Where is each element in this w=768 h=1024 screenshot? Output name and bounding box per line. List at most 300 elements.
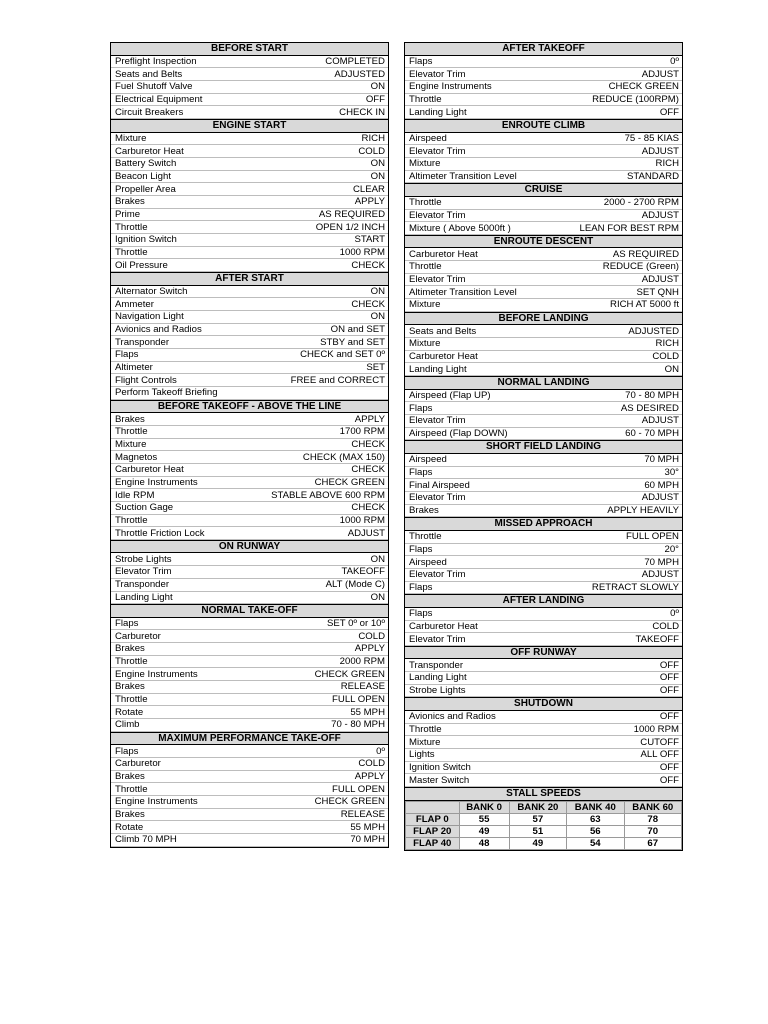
checklist-item-label: Avionics and Radios [115,323,202,335]
checklist-item-value: CHECK GREEN [314,796,385,808]
checklist-row [111,451,388,464]
checklist-item-value: SET QNH [636,286,679,298]
checklist-item-label: Brakes [115,809,145,821]
section-header-before-start: BEFORE START [111,42,388,56]
section-header-short-field-landing: SHORT FIELD LANDING [405,440,682,454]
stall-speeds-table [405,801,682,850]
checklist-item-value: 2000 RPM [339,656,385,668]
checklist-item-value: COLD [358,758,385,770]
checklist-row [405,299,682,312]
row-header: FLAP 40 [406,837,460,849]
checklist-row [111,439,388,452]
checklist-item-value: ON [370,81,385,93]
checklist-item-label: Brakes [115,643,145,655]
checklist-row [405,145,682,158]
checklist-item-value: APPLY HEAVILY [607,504,679,516]
checklist-item-value: 0º [376,745,385,757]
checklist-item-value: ADJUST [641,415,679,427]
checklist-row [405,659,682,672]
checklist-item-label: Airspeed [409,132,447,144]
checklist-item-value: 70 MPH [644,556,679,568]
checklist-row [111,196,388,209]
checklist-item-label: Electrical Equipment [115,93,203,105]
checklist-item-label: Throttle [115,694,148,706]
checklist-item-value: CHECK GREEN [608,81,679,93]
checklist-item-label: Magnetos [115,451,158,463]
checklist-row [405,222,682,235]
checklist-item-value: ADJUSTED [334,68,385,80]
checklist-item-value: OPEN 1/2 INCH [315,221,385,233]
checklist-item-value: OFF [659,774,679,786]
checklist-row [111,656,388,669]
checklist-row [111,68,388,81]
checklist-row [111,681,388,694]
checklist-item-value: ADJUST [641,569,679,581]
checklist-item-value: FREE and CORRECT [290,374,385,386]
checklist-row [405,286,682,299]
checklist-item-value: 70 MPH [644,454,679,466]
checklist-item-label: Alternator Switch [115,285,188,297]
checklist-item-value: ADJUST [641,274,679,286]
checklist-row [111,553,388,566]
checklist-row [405,672,682,685]
checklist-row [405,351,682,364]
table-cell: 63 [567,813,624,825]
checklist-row [111,259,388,272]
right-checklist-column [404,42,683,851]
checklist-item-label: Beacon Light [115,170,172,182]
checklist-row [405,428,682,441]
checklist-item-value: 55 MPH [350,821,385,833]
checklist-row [405,582,682,595]
checklist-row [111,247,388,260]
checklist-item-label: Carburetor Heat [115,464,184,476]
checklist-item-label: Throttle [115,221,148,233]
checklist-item-label: Carburetor [115,758,161,770]
checklist-item-label: Engine Instruments [409,81,492,93]
checklist-item-value: SET [366,361,385,373]
checklist-item-value: RETRACT SLOWLY [591,581,679,593]
checklist-item-label: Navigation Light [115,311,184,323]
checklist-item-label: Brakes [115,413,145,425]
column-header: BANK 60 [624,801,681,813]
checklist-item-label: Throttle [409,724,442,736]
section-header-normal-take-off: NORMAL TAKE-OFF [111,604,388,618]
checklist-row [405,621,682,634]
checklist-item-value: 1700 RPM [339,426,385,438]
checklist-item-label: Throttle [115,514,148,526]
checklist-item-value: OFF [659,659,679,671]
checklist-item-label: Climb [115,719,140,731]
checklist-item-value: ADJUST [347,527,385,539]
section-header-stall-speeds: STALL SPEEDS [405,787,682,801]
checklist-item-label: Throttle [409,531,442,543]
checklist-row [111,183,388,196]
checklist-item-label: Mixture [409,158,441,170]
checklist-row [111,502,388,515]
checklist-row [405,338,682,351]
checklist-item-label: Mixture [409,299,441,311]
checklist-item-value: 1000 RPM [339,246,385,258]
checklist-item-value: RELEASE [340,809,385,821]
column-header: BANK 0 [459,801,509,813]
section-header-after-start: AFTER START [111,272,388,286]
checklist-row [111,694,388,707]
checklist-item-label: Final Airspeed [409,479,470,491]
checklist-item-label: Elevator Trim [409,274,466,286]
checklist-item-label: Flaps [409,55,433,67]
checklist-row [405,774,682,787]
checklist-item-value: TAKEOFF [635,633,679,645]
checklist-item-label: Throttle Friction Lock [115,527,205,539]
checklist-item-label: Flaps [115,349,139,361]
checklist-row [111,464,388,477]
checklist-item-label: Carburetor Heat [409,620,478,632]
checklist-item-value: CHECK [351,298,385,310]
checklist-item-value: 2000 - 2700 RPM [603,197,679,209]
checklist-item-label: Flaps [409,402,433,414]
checklist-item-value: RICH AT 5000 ft [610,299,679,311]
checklist-row [111,336,388,349]
table-cell: 54 [567,837,624,849]
checklist-item-label: Brakes [409,504,439,516]
checklist-row [111,362,388,375]
checklist-row [111,592,388,605]
left-checklist-column [110,42,389,848]
checklist-item-value: ALT (Mode C) [325,579,385,591]
checklist-row [405,402,682,415]
checklist-row [111,643,388,656]
row-header: FLAP 20 [406,825,460,837]
checklist-item-label: Landing Light [409,363,467,375]
checklist-row [111,286,388,299]
checklist-item-label: Preflight Inspection [115,55,197,67]
checklist-item-label: Strobe Lights [409,685,466,697]
checklist-row [111,311,388,324]
checklist-item-label: Altimeter Transition Level [409,286,517,298]
checklist-item-value: RICH [655,338,679,350]
checklist-item-value: RICH [655,158,679,170]
checklist-row [405,505,682,518]
checklist-item-value: 70 MPH [350,834,385,846]
table-cell: 51 [509,825,566,837]
checklist-item-value: OFF [659,711,679,723]
section-header-off-runway: OFF RUNWAY [405,646,682,660]
checklist-item-value: STBY and SET [320,336,385,348]
checklist-item-label: Mixture ( Above 5000ft ) [409,222,511,234]
checklist-item-label: Airspeed [409,454,447,466]
checklist-item-label: Flaps [409,581,433,593]
checklist-item-label: Airspeed (Flap UP) [409,390,491,401]
checklist-item-label: Elevator Trim [115,566,172,578]
checklist-row [405,197,682,210]
checklist-item-value: OFF [659,762,679,774]
checklist-item-value: ON [370,311,385,323]
checklist-item-value: ON and SET [330,323,385,335]
checklist-row [111,158,388,171]
section-header-maximum-performance-take-off: MAXIMUM PERFORMANCE TAKE-OFF [111,732,388,746]
checklist-item-value: ADJUSTED [628,325,679,337]
checklist-row [111,209,388,222]
checklist-row [111,668,388,681]
checklist-item-label: Throttle [115,656,148,668]
checklist-item-label: Airspeed [409,556,447,568]
checklist-row [111,618,388,631]
checklist-item-label: Flaps [409,608,433,620]
checklist-item-label: Seats and Belts [409,325,477,337]
checklist-item-value: RELEASE [340,681,385,693]
checklist-row [405,711,682,724]
checklist-item-label: Elevator Trim [409,415,466,427]
checklist-row [111,298,388,311]
checklist-row [405,479,682,492]
checklist-item-label: Landing Light [409,106,467,118]
checklist-item-value: CUTOFF [640,736,679,748]
table-cell: 49 [509,837,566,849]
checklist-item-value: ON [370,591,385,603]
checklist-row [405,363,682,376]
checklist-row [111,809,388,822]
checklist-row [111,758,388,771]
checklist-item-label: Elevator Trim [409,68,466,80]
table-header-row [406,801,682,813]
checklist-row [111,489,388,502]
checklist-row [405,569,682,582]
checklist-item-label: Throttle [115,783,148,795]
checklist-row [405,81,682,94]
checklist-item-value: 0º [670,608,679,620]
checklist-row [111,221,388,234]
checklist-item-value: SET 0º or 10º [326,618,385,630]
checklist-row [405,736,682,749]
section-header-after-takeoff: AFTER TAKEOFF [405,42,682,56]
checklist-item-label: Flight Controls [115,374,177,386]
checklist-item-value: CLEAR [353,183,385,195]
checklist-item-value: FULL OPEN [332,783,385,795]
checklist-row [405,390,682,403]
section-header-missed-approach: MISSED APPROACH [405,517,682,531]
checklist-row [111,771,388,784]
checklist-item-value: 1000 RPM [633,724,679,736]
checklist-item-value: COLD [652,620,679,632]
checklist-item-label: Engine Instruments [115,476,198,488]
checklist-item-value: COLD [652,351,679,363]
checklist-item-value: CHECK (MAX 150) [302,451,385,463]
checklist-item-label: Ignition Switch [115,234,177,246]
checklist-item-value: 75 - 85 KIAS [624,132,679,144]
checklist-row [111,426,388,439]
checklist-item-label: Engine Instruments [115,668,198,680]
checklist-item-label: Elevator Trim [409,492,466,504]
column-header [406,801,460,813]
checklist-row [111,234,388,247]
checklist-item-value: RICH [361,132,385,144]
checklist-item-label: Airspeed (Flap DOWN) [409,428,508,440]
checklist-row [405,544,682,557]
checklist-item-label: Landing Light [409,672,467,684]
checklist-row [111,527,388,540]
checklist-item-value: ON [370,170,385,182]
checklist-item-value: LEAN FOR BEST RPM [579,222,679,234]
checklist-item-label: Brakes [115,196,145,208]
checklist-item-value: 1000 RPM [339,514,385,526]
checklist-row [405,274,682,287]
checklist-item-label: Throttle [409,197,442,209]
checklist-item-value: COLD [358,630,385,642]
checklist-row [111,94,388,107]
checklist-item-value: STABLE ABOVE 600 RPM [271,489,385,501]
checklist-item-value: OFF [659,672,679,684]
checklist-item-label: Ignition Switch [409,762,471,774]
checklist-row [111,719,388,732]
checklist-item-label: Prime [115,208,141,220]
checklist-item-value: COMPLETED [325,55,385,67]
checklist-item-value: ON [370,285,385,297]
checklist-item-value: ADJUST [641,209,679,221]
checklist-row [111,821,388,834]
checklist-row [405,685,682,698]
checklist-row [111,834,388,847]
checklist-item-label: Elevator Trim [409,209,466,221]
checklist-item-label: Brakes [115,681,145,693]
section-header-before-landing: BEFORE LANDING [405,312,682,326]
checklist-item-value: AS REQUIRED [612,248,679,260]
checklist-item-value: ADJUST [641,68,679,80]
checklist-item-value: AS REQUIRED [318,208,385,220]
checklist-item-value: 30° [664,466,679,478]
checklist-item-value: OFF [365,93,385,105]
table-cell: 78 [624,813,681,825]
checklist-row [405,94,682,107]
checklist-row [111,566,388,579]
table-cell: 48 [459,837,509,849]
checklist-item-label: Transponder [115,336,170,348]
checklist-item-value: ALL OFF [640,749,679,761]
checklist-item-label: Flaps [409,543,433,555]
checklist-item-label: Throttle [115,426,148,438]
checklist-row [111,387,388,400]
checklist-item-value: CHECK GREEN [314,476,385,488]
checklist-row [405,68,682,81]
checklist-item-label: Altimeter [115,361,153,373]
section-header-shutdown: SHUTDOWN [405,697,682,711]
table-row [406,813,682,825]
checklist-item-value: APPLY [354,643,385,655]
checklist-item-value: 60 - 70 MPH [625,428,679,440]
checklist-row [405,724,682,737]
checklist-row [405,248,682,261]
checklist-row [111,413,388,426]
checklist-item-label: Mixture [409,338,441,350]
checklist-row [405,325,682,338]
checklist-item-value: 70 - 80 MPH [331,719,385,731]
checklist-item-label: Fuel Shutoff Valve [115,81,193,93]
checklist-item-value: 55 MPH [350,706,385,718]
checklist-item-label: Battery Switch [115,158,177,170]
checklist-item-label: Altimeter Transition Level [409,170,517,182]
checklist-row [405,210,682,223]
checklist-row [111,745,388,758]
checklist-item-label: Rotate [115,821,144,833]
checklist-row [405,106,682,119]
checklist-item-value: 70 - 80 MPH [625,390,679,401]
checklist-item-label: Climb 70 MPH [115,834,177,846]
checklist-row [405,556,682,569]
checklist-row [405,749,682,762]
section-header-enroute-descent: ENROUTE DESCENT [405,235,682,249]
checklist-item-label: Flaps [115,618,139,630]
checklist-row [111,515,388,528]
checklist-item-label: Elevator Trim [409,145,466,157]
checklist-item-value: CHECK and SET 0º [300,349,385,361]
checklist-item-value: ON [664,363,679,375]
checklist-item-label: Mixture [115,132,147,144]
checklist-item-value: APPLY [354,413,385,425]
checklist-row [111,796,388,809]
checklist-item-label: Circuit Breakers [115,106,184,118]
checklist-item-value: FULL OPEN [626,531,679,543]
checklist-row [111,106,388,119]
checklist-item-value: CHECK GREEN [314,668,385,680]
checklist-item-label: Suction Gage [115,502,174,514]
column-header: BANK 40 [567,801,624,813]
table-cell: 70 [624,825,681,837]
checklist-row [111,145,388,158]
checklist-item-label: Carburetor Heat [409,248,478,260]
checklist-item-label: Throttle [115,246,148,258]
checklist-row [111,349,388,362]
checklist-item-value: CHECK [351,438,385,450]
section-header-after-landing: AFTER LANDING [405,594,682,608]
table-row [406,825,682,837]
checklist-item-label: Mixture [115,438,147,450]
checklist-row [405,56,682,69]
checklist-item-label: Ammeter [115,298,154,310]
checklist-item-value: FULL OPEN [332,694,385,706]
checklist-row [405,633,682,646]
checklist-item-value: START [354,234,385,246]
table-cell: 57 [509,813,566,825]
checklist-item-label: Lights [409,749,435,761]
checklist-item-value: ON [370,158,385,170]
checklist-item-value: REDUCE (Green) [602,261,679,273]
section-header-engine-start: ENGINE START [111,119,388,133]
checklist-item-label: Transponder [115,579,170,591]
checklist-item-label: Carburetor Heat [115,145,184,157]
checklist-item-value: 60 MPH [644,479,679,491]
table-cell: 67 [624,837,681,849]
checklist-item-value: TAKEOFF [341,566,385,578]
row-header: FLAP 0 [406,813,460,825]
checklist-item-label: Flaps [409,466,433,478]
checklist-row [111,706,388,719]
table-cell: 49 [459,825,509,837]
checklist-item-label: Throttle [409,261,442,273]
checklist-item-label: Avionics and Radios [409,711,496,723]
checklist-row [405,415,682,428]
checklist-item-value: COLD [358,145,385,157]
checklist-row [405,171,682,184]
section-header-on-runway: ON RUNWAY [111,540,388,554]
checklist-row [405,762,682,775]
checklist-item-value: REDUCE (100RPM) [592,93,679,105]
checklist-item-value: APPLY [354,771,385,783]
checklist-item-value: CHECK IN [339,106,385,118]
table-cell: 55 [459,813,509,825]
checklist-item-value: ADJUST [641,492,679,504]
column-header: BANK 20 [509,801,566,813]
checklist-item-label: Oil Pressure [115,259,168,271]
